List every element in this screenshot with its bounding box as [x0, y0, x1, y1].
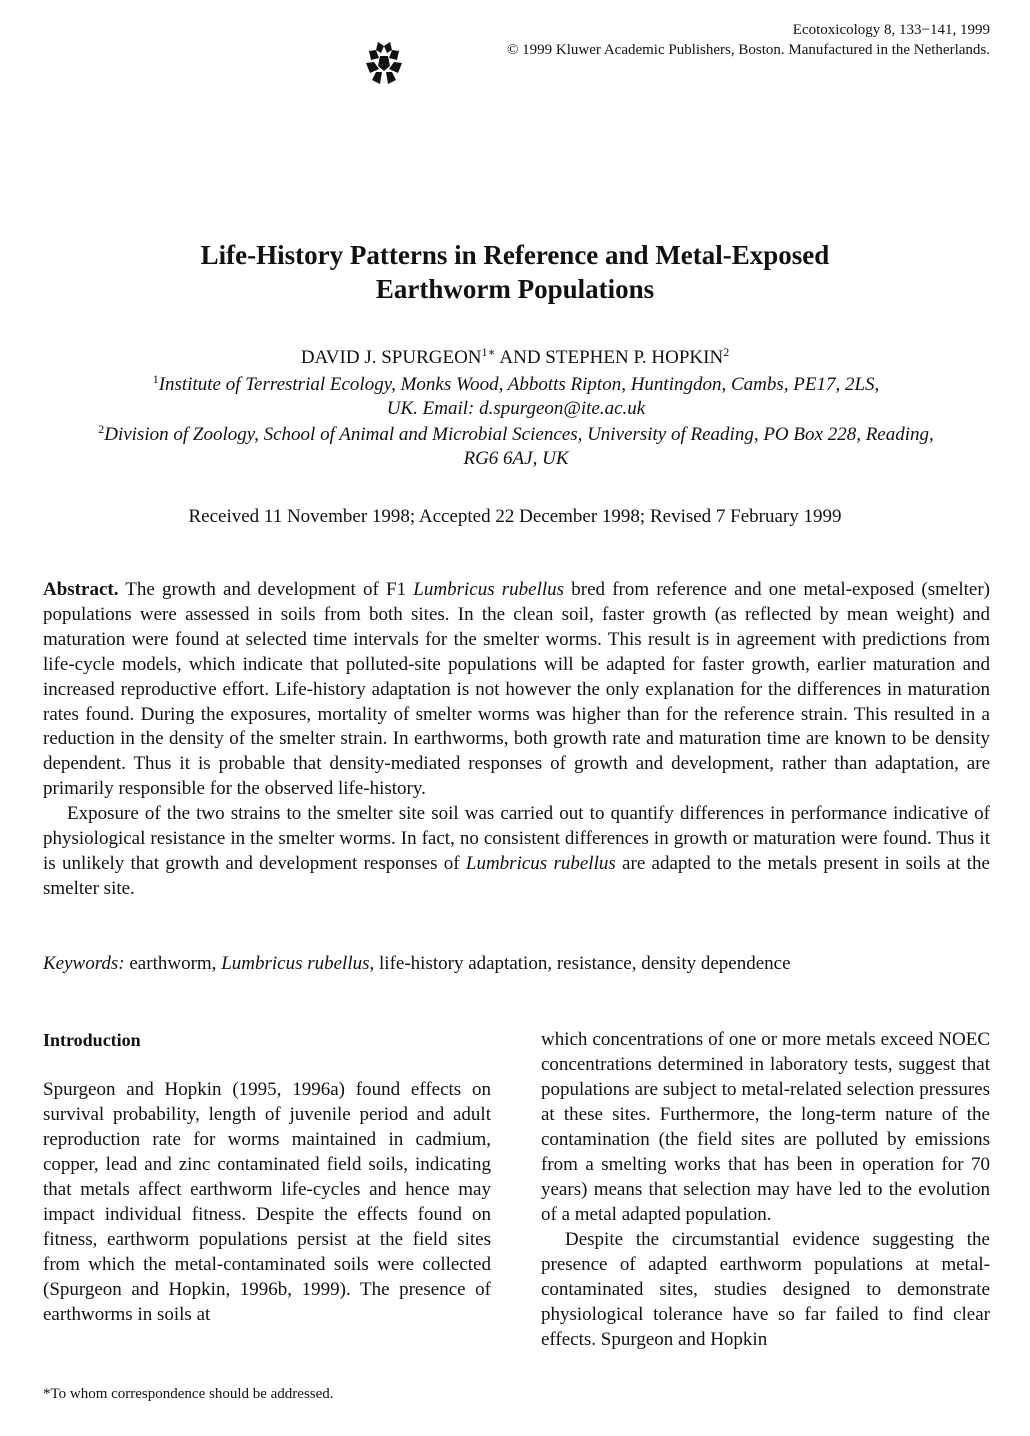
- author-list: [0, 340, 1030, 370]
- author-1: DAVID J. SPURGEON: [300, 347, 482, 368]
- article-title: [0, 238, 1030, 306]
- abstract-text: The growth and development of F1: [118, 579, 414, 600]
- author-2: AND STEPHEN P. HOPKIN: [495, 347, 724, 368]
- species-name: Lumbricus rubellus: [465, 852, 616, 874]
- abstract-text: bred from reference and one metal-exposed (smelter) populations were assessed in soils from both sites. In the clean soil, faster growth (as reflected by mean weight) and maturation were found at selected time intervals for the smelter worms. This result is in agreement with predictions from life-cycle models, which indicate that polluted-site populations will be adapted for faster growth, earlier maturation and increased reproductive effort. Life-history adaptation is not however the only explanation for the differences in maturation rates found. During the exposures, mortality of smelter worms was higher than for the reference strain. This resulted in a reduction in the density of the smelter strain. In earthworms, both growth rate and maturation time are known to be density dependent. Thus it is probable that density-mediated responses of growth and development, rather than adaptation, are primarily responsible for the observed life-history.: [43, 579, 990, 800]
- affiliation-2: [38, 417, 994, 471]
- affiliation-2-line-1: Division of Zoology, School of Animal and Microbial Sciences, University of Reading, PO Box 228, Reading,: [104, 424, 934, 445]
- body-paragraph: Spurgeon and Hopkin (1995, 1996a) found effects on survival probability, length of juvenile period and adult reproduction rate for worms maintained in cadmium, copper, lead and zinc contaminated field soils, indicating that metals affect earthworm life-cycles and hence may impact individual fitness. Despite the effects found on fitness, earthworm populations persist at the field sites from which the metal-contaminated soils were collected (Spurgeon and Hopkin, 1996b, 1999). The presence of earthworms in soils at: [43, 1079, 491, 1325]
- affiliation-1: [38, 367, 994, 421]
- title-line-2: Earthworm Populations: [375, 274, 655, 304]
- keywords-text: , life-history adaptation, resistance, density dependence: [369, 953, 791, 974]
- abstract-label: Abstract.: [43, 579, 119, 600]
- abstract: [43, 578, 990, 902]
- publisher-logo-icon: [366, 42, 402, 84]
- affiliation-1-line-2: UK. Email: d.spurgeon@ite.ac.uk: [386, 398, 646, 419]
- species-name: Lumbricus rubellus: [413, 579, 565, 600]
- body-column-right: [541, 1027, 990, 1352]
- correspondence-footnote: *To whom correspondence should be addressed.: [43, 1386, 334, 1402]
- body-paragraph: Despite the circumstantial evidence suggesting the presence of adapted earthworm populations at metal-contaminated sites, studies designed to demonstrate physiological tolerance have so far failed to find clear effects. Spurgeon and Hopkin: [541, 1229, 990, 1350]
- body-paragraph: which concentrations of one or more metals exceed NOEC concentrations determined in laboratory tests, suggest that populations are subject to metal-related selection pressures at these sites. Furthermore, the long-term nature of the contamination (the field sites are polluted by emissions from a smelting works that has been in operation for 70 years) means that selection may have led to the evolution of a metal adapted population.: [541, 1029, 990, 1225]
- received-dates: Received 11 November 1998; Accepted 22 December 1998; Revised 7 February 1999: [188, 506, 842, 527]
- affiliation-1-mark: 1: [152, 372, 159, 386]
- author-2-mark: 2: [723, 345, 730, 359]
- abstract-paragraph-2: [43, 802, 990, 902]
- body-column-left: [43, 1077, 491, 1327]
- keywords: [43, 952, 990, 976]
- journal-header: [507, 20, 990, 60]
- abstract-text: are adapted to the metals present in soils at the smelter site.: [43, 852, 990, 899]
- affiliation-2-mark: 2: [98, 422, 105, 436]
- abstract-text: Exposure of the two strains to the smelter site soil was carried out to quantify differences in performance indicative of physiological resistance in the smelter worms. In fact, no consistent differences in growth or maturation were found. Thus it is unlikely that growth and development responses of: [43, 803, 990, 874]
- keywords-text: earthworm,: [124, 953, 222, 974]
- abstract-paragraph-1: [43, 578, 990, 802]
- section-heading-introduction: Introduction: [43, 1030, 141, 1050]
- affiliation-2-line-2: RG6 6AJ, UK: [463, 448, 569, 469]
- keywords-label: Keywords:: [43, 953, 125, 974]
- author-1-mark: 1∗: [481, 345, 496, 359]
- affiliation-1-line-1: Institute of Terrestrial Ecology, Monks Wood, Abbotts Ripton, Huntingdon, Cambs, PE17, 2LS,: [158, 374, 880, 395]
- journal-citation: Ecotoxicology 8, 133−141, 1999: [792, 22, 990, 38]
- title-line-1: Life-History Patterns in Reference and Metal-Exposed: [200, 240, 830, 270]
- copyright-notice: © 1999 Kluwer Academic Publishers, Boston. Manufactured in the Netherlands.: [507, 42, 990, 58]
- species-name: Lumbricus rubellus: [221, 953, 370, 974]
